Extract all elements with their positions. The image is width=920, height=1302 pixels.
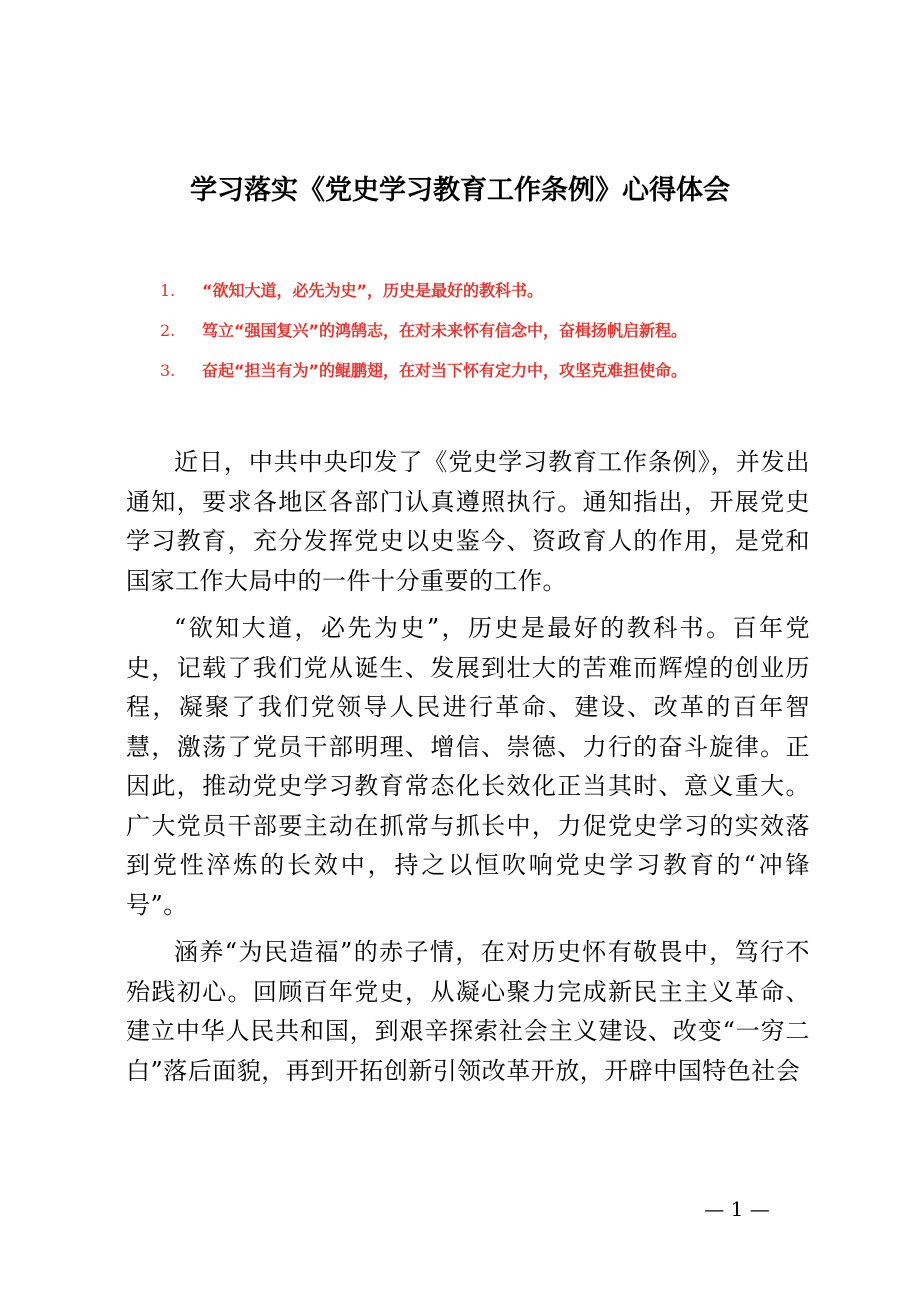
- outline-text: 奋起“担当有为”的鲲鹏翅，在对当下怀有定力中，攻坚克难担使命。: [202, 361, 688, 380]
- outline-item: [160, 356, 820, 396]
- body-paragraph: “欲知大道，必先为史”，历史是最好的教科书。百年党史，记载了我们党从诞生、发展到壮大的苦难而辉煌的创业历程，凝聚了我们党领导人民进行革命、建设、改革的百年智慧，激荡了党员干部明理、增信、崇德、力行的奋斗旋律。正因此，推动党史学习教育常态化长效化正当其时、意义重大。广大党员干部要主动在抓常与抓长中，力促党史学习的实效落到党性淬炼的长效中，持之以恒吹响党史学习教育的“冲锋号”。: [126, 614, 810, 919]
- outline-text: 笃立“强国复兴”的鸿鹄志，在对未来怀有信念中，奋楫扬帆启新程。: [202, 321, 688, 340]
- outline-number: 3.: [160, 361, 176, 380]
- outline-list: [160, 276, 820, 396]
- body-paragraph: 涵养“为民造福”的赤子情，在对历史怀有敬畏中，笃行不殆践初心。回顾百年党史，从凝心聚力完成新民主主义革命、建立中华人民共和国，到艰辛探索社会主义建设、改变“一穷二白”落后面貌，再到开拓创新引领改革开放，开辟中国特色社会: [126, 938, 810, 1085]
- document-title: 学习落实《党史学习教育工作条例》心得体会: [190, 175, 730, 206]
- outline-number: 1.: [160, 281, 176, 300]
- outline-text: “欲知大道，必先为史”，历史是最好的教科书。: [202, 281, 544, 300]
- outline-number: 2.: [160, 321, 176, 340]
- outline-item: [160, 276, 820, 316]
- body-paragraph: 近日，中共中央印发了《党史学习教育工作条例》，并发出通知，要求各地区各部门认真遵照执行。通知指出，开展党史学习教育，充分发挥党史以史鉴今、资政育人的作用，是党和国家工作大局中的一件十分重要的工作。: [126, 448, 810, 595]
- document-body: [126, 443, 810, 1099]
- page-number: — 1 —: [704, 1197, 770, 1221]
- outline-item: [160, 316, 820, 356]
